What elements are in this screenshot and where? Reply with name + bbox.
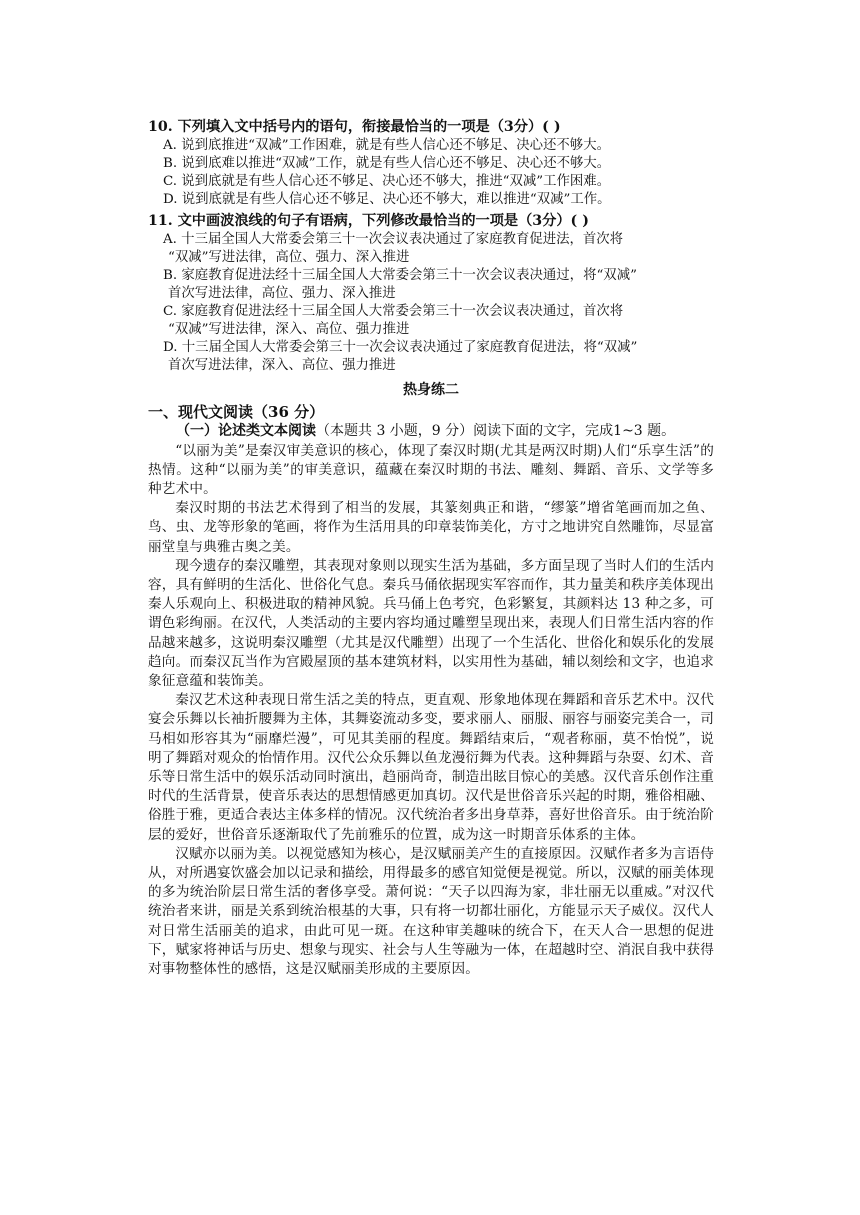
question-10-option-c[interactable]: C. 说到底就是有些人信心还不够足、决心还不够大，推进“双减”工作困难。 bbox=[163, 174, 611, 189]
subsection-rest: （本题共 3 小题，9 分）阅读下面的文字，完成1~3 题。 bbox=[316, 423, 676, 439]
option-line: B. 家庭教育促进法经十三届全国人大常委会第三十一次会议表决通过，将“双减” bbox=[163, 268, 637, 283]
option-line: 首次写进法律，高位、强力、深入推进 bbox=[168, 286, 396, 301]
question-11 bbox=[148, 212, 714, 375]
option-line: “双减”写进法律，深入、高位、强力推进 bbox=[168, 322, 410, 337]
passage-paragraph-3: 现今遗存的秦汉雕塑，其表现对象则以现实生活为基础，多方面呈现了当时人们的生活内容，具有鲜明的生活化、世俗化气息。秦兵马俑依据现实军容而作，其力量美和秩序美体现出秦人乐观向上、积极进取的精神风貌。兵马俑上色考究，色彩繁复，其颜料达 13 种之多，可谓色彩绚丽。在汉代，人类活动的主要内容均通过雕塑呈现出来，表现人们日常生活内容的作品越来越多，这说明秦汉雕塑（尤其是汉代雕塑）出现了一个生活化、世俗化和娱乐化的发展趋向。而秦汉瓦当作为宫殿屋顶的基本建筑材料，以实用性为基础，辅以刻绘和文字，也追求象征意蕴和装饰美。 bbox=[148, 557, 714, 689]
reading-section bbox=[148, 402, 714, 979]
passage-paragraph-2: 秦汉时期的书法艺术得到了相当的发展，其篆刻典正和谐，“缪篆”增省笔画而加之鱼、鸟、虫、龙等形象的笔画，将作为生活用具的印章装饰美化，方寸之地讲究自然雕饰，尽显富丽堂皇与典雅古奥之美。 bbox=[148, 500, 714, 555]
option-line: A. 十三届全国人大常委会第三十一次会议表决通过了家庭教育促进法，首次将 bbox=[163, 232, 624, 247]
practice-title: 热身练二 bbox=[403, 382, 459, 398]
subsection-label: （一）论述类文本阅读 bbox=[176, 423, 316, 439]
question-11-option-d[interactable] bbox=[148, 339, 714, 375]
passage-paragraph-1: “以丽为美”是秦汉审美意识的核心，体现了秦汉时期(尤其是两汉时期)人们“乐享生活”的热情。这种“以丽为美”的审美意识，蕴藏在秦汉时期的书法、雕刻、舞蹈、音乐、文学等多种艺术中。 bbox=[148, 442, 714, 497]
question-11-option-c[interactable] bbox=[148, 303, 714, 339]
question-10 bbox=[148, 118, 714, 209]
option-line: C. 家庭教育促进法经十三届全国人大常委会第三十一次会议表决通过，首次将 bbox=[163, 304, 624, 319]
passage-paragraph-5: 汉赋亦以丽为美。以视觉感知为核心，是汉赋丽美产生的直接原因。汉赋作者多为言语侍从，对所遇宴饮盛会加以记录和描绘，用得最多的感官知觉便是视觉。所以，汉赋的丽美体现的多为统治阶层日常生活的奢侈享受。萧何说：“天子以四海为家，非壮丽无以重威。”对汉代统治者来讲，丽是关系到统治根基的大事，只有将一切都壮丽化，方能显示天子威仪。汉代人对日常生活丽美的追求，由此可见一斑。在这种审美趣味的统合下，在天人合一思想的促进下，赋家将神话与历史、想象与现实、社会与人生等融为一体，在超越时空、消泯自我中获得对事物整体性的感悟，这是汉赋丽美形成的主要原因。 bbox=[148, 845, 714, 977]
option-line: 首次写进法律，深入、高位、强力推进 bbox=[168, 358, 396, 373]
section-title: 一、现代文阅读（36 分） bbox=[148, 403, 325, 421]
question-10-option-b[interactable]: B. 说到底难以推进“双减”工作，就是有些人信心还不够足、决心还不够大。 bbox=[163, 156, 611, 171]
question-10-option-a[interactable]: A. 说到底推进“双减”工作困难，就是有些人信心还不够足、决心还不够大。 bbox=[163, 138, 610, 153]
passage-paragraph-4: 秦汉艺术这种表现日常生活之美的特点，更直观、形象地体现在舞蹈和音乐艺术中。汉代宴会乐舞以长袖折腰舞为主体，其舞姿流动多变，要求丽人、丽服、丽容与丽姿完美合一，司马相如形容其为“丽靡烂漫”，可见其美丽的程度。舞蹈结束后，“观者称丽，莫不怡悦”，说明了舞蹈对观众的怡情作用。汉代公众乐舞以鱼龙漫衍舞为代表。这种舞蹈与杂耍、幻术、音乐等日常生活中的娱乐活动同时演出，趋丽尚奇，制造出眩目惊心的美感。汉代音乐创作注重时代的生活背景，使音乐表达的思想情感更加真切。汉代是世俗音乐兴起的时期，雅俗相融、俗胜于雅，更适合表达主体多样的情况。汉代统治者多出身草莽，喜好世俗音乐。由于统治阶层的爱好，世俗音乐逐渐取代了先前雅乐的位置，成为这一时期音乐体系的主体。 bbox=[148, 692, 714, 843]
question-11-option-a[interactable] bbox=[148, 231, 714, 267]
question-10-option-d[interactable]: D. 说到底就是有些人信心还不够足、决心还不够大，难以推进“双减”工作。 bbox=[163, 192, 611, 207]
option-line: D. 十三届全国人大常委会第三十一次会议表决通过了家庭教育促进法，将“双减” bbox=[163, 340, 638, 355]
subsection-intro bbox=[148, 422, 714, 442]
question-11-option-b[interactable] bbox=[148, 267, 714, 303]
option-line: “双减”写进法律，高位、强力、深入推进 bbox=[168, 250, 410, 265]
question-11-stem: 11. 文中画波浪线的句子有语病，下列修改最恰当的一项是（3分）( ) bbox=[148, 213, 589, 229]
question-10-stem: 10. 下列填入文中括号内的语句，衔接最恰当的一项是（3分）( ) bbox=[148, 119, 561, 135]
